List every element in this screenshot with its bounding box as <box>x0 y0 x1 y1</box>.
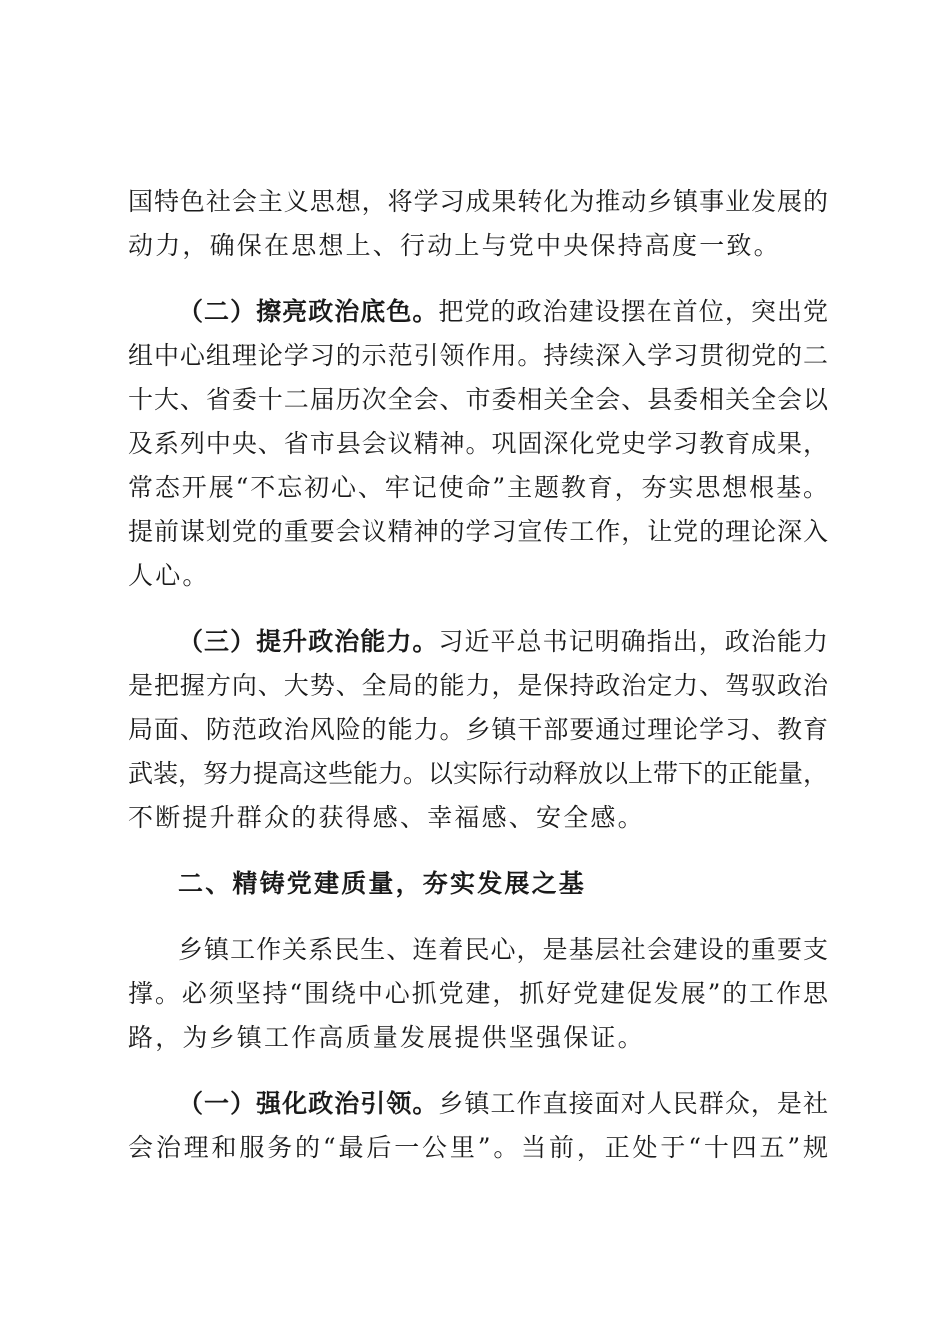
text-line: 撑。必须坚持“围绕中心抓党建，抓好党建促发展”的工作思 <box>128 979 828 1008</box>
text-line <box>128 290 828 334</box>
text-line: 路，为乡镇工作高质量发展提供坚强保证。 <box>128 1023 645 1052</box>
text-line: 武装，努力提高这些能力。以实际行动释放以上带下的正能量， <box>128 759 829 788</box>
text-line: 局面、防范政治风险的能力。乡镇干部要通过理论学习、教育 <box>128 715 828 744</box>
paragraph-lead: （二）擦亮政治底色。 <box>178 297 439 326</box>
paragraph-continuation <box>128 180 828 268</box>
paragraph-lead: （一）强化政治引领。 <box>178 1089 439 1118</box>
paragraph-political-color <box>128 290 828 598</box>
text-line <box>128 620 828 664</box>
text-line: 乡镇工作关系民生、连着民心，是基层社会建设的重要支 <box>178 935 828 964</box>
paragraph-political-guidance <box>128 1082 828 1170</box>
section-heading: 二、精铸党建质量，夯实发展之基 <box>178 869 587 898</box>
text-line: 及系列中央、省市县会议精神。巩固深化党史学习教育成果， <box>128 429 828 458</box>
paragraph-intro <box>128 928 828 1060</box>
text-line: 会治理和服务的“最后一公里”。当前，正处于“十四五”规 <box>128 1133 828 1162</box>
document-page <box>128 180 828 1170</box>
text-line: 提前谋划党的重要会议精神的学习宣传工作，让党的理论深入 <box>128 517 828 546</box>
paragraph-political-ability <box>128 620 828 840</box>
text-line <box>128 1082 828 1126</box>
text-line: 国特色社会主义思想，将学习成果转化为推动乡镇事业发展的 <box>128 187 828 216</box>
text-line: 是把握方向、大势、全局的能力，是保持政治定力、驾驭政治 <box>128 671 828 700</box>
text-line: 常态开展“不忘初心、牢记使命”主题教育，夯实思想根基。 <box>128 473 828 502</box>
text-line: 不断提升群众的获得感、幸福感、安全感。 <box>128 803 645 832</box>
text-line: 动力，确保在思想上、行动上与党中央保持高度一致。 <box>128 231 781 260</box>
paragraph-lead: （三）提升政治能力。 <box>178 627 439 656</box>
text-run: 习近平总书记明确指出，政治能力 <box>438 627 828 656</box>
text-line: 十大、省委十二届历次全会、市委相关全会、县委相关全会以 <box>128 385 828 414</box>
text-line: 人心。 <box>128 561 210 590</box>
text-line: 组中心组理论学习的示范引领作用。持续深入学习贯彻党的二 <box>128 341 828 370</box>
text-run: 把党的政治建设摆在首位，突出党 <box>438 297 828 326</box>
text-run: 乡镇工作直接面对人民群众，是社 <box>438 1089 828 1118</box>
